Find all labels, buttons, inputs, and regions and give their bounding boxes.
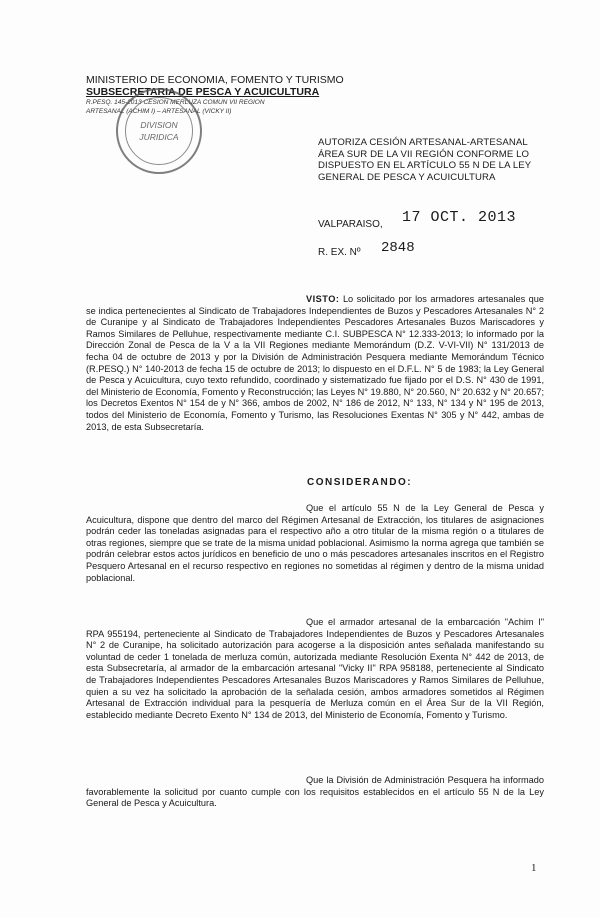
title-line-1: AUTORIZA CESIÓN ARTESANAL-ARTESANAL [318,137,528,148]
rex-label: R. EX. Nº [318,247,361,258]
stamp-inner-ring [125,97,193,165]
title-line-3: DISPUESTO EN EL ARTÍCULO 55 N DE LA LEY [318,160,532,171]
considerando-paragraph-1: Que el artículo 55 N de la Ley General de Pesca y Acuicultura, dispone que dentro del marco del Régimen Artesanal de Extracción, los titulares de asignaciones podrán ceder las toneladas asignadas para el respectivo año a otro titular de la misma región o a titulares de otras regiones, siempre que se trate de la misma unidad poblacional. Asimismo la norma agrega que también se podrán celebrar estos actos jurídicos en beneficio de uno o más pescadores artesanales inscritos en el Registro Pesquero Artesanal en el recurso respectivo en regiones no sometidas al régimen y dentro de la misma unidad poblacional. [86,503,544,583]
page-number: 1 [531,862,537,874]
resolution-title [318,137,546,183]
title-line-4: GENERAL DE PESCA Y ACUICULTURA [318,171,496,183]
title-line-2: ÁREA SUR DE LA VII REGIÓN CONFORME LO [318,148,530,160]
ministry-name: MINISTERIO DE ECONOMIA, FOMENTO Y TURISMO [86,74,344,86]
division-juridica-stamp [116,88,202,174]
considerando-heading: CONSIDERANDO: [307,477,413,488]
place-label: VALPARAISO, [318,219,383,230]
visto-lead: VISTO: [306,294,340,304]
visto-text: Lo solicitado por los armadores artesanales que se indica pertenecientes al Sindicato de Trabajadores Independientes de Buzos y Pescadores Artesanales N° 2 de Curanipe y al Sindicato de Trabajadores Independientes Pescadores Artesanales Buzos Mariscadores y Ramos Similares de Pelluhue, respectivamente mediante C.I. SUBPESCA N° 12.333-2013; lo informado por la Dirección Zonal de Pesca de la V a la VII Regiones mediante Memorándum (D.Z. V-VI-VII) N° 131/2013 de fecha 04 de octubre de 2013 y por la División de Administración Pesquera mediante Memorándum Técnico (R.PESQ.) N° 140-2013 de fecha 15 de octubre de 2013; lo dispuesto en el D.F.L. N° 5 de 1983; la Ley General de Pesca y Acuicultura, cuyo texto refundido, coordinado y sistematizado fue fijado por el D.S. N° 430 de 1991, del Ministerio de Economía, Fomento y Reconstrucción; las Leyes N° 19.880, N° 20.560, N° 20.632 y N° 20.657; los Decretos Exentos N° 154 de y N° 366, ambos de 2002, N° 186 de 2012, N° 133, N° 134 y N° 195 de 2013, todos del Ministerio de Economía, Fomento y Turismo, las Resoluciones Exentas N° 305 y N° 442, ambas de 2013, de esta Subsecretaría. [86,294,544,432]
file-reference-1: R.PESQ. 145-2013 CESION MERLUZA COMUN VII REGION [86,99,265,106]
file-reference-2: ARTESANAL (ACHIM I) – ARTESANAL (VICKY II) [86,108,232,115]
stamp-line-1: DIVISION [140,120,178,130]
considerando-paragraph-2: Que el armador artesanal de la embarcación "Achim I" RPA 955194, perteneciente al Sindicato de Trabajadores Independientes de Buzos y Pescadores Artesanales N° 2 de Curanipe, ha solicitado autorización para acogerse a la disposición antes señalada manifestando su voluntad de ceder 1 tonelada de merluza común, autorizada mediante Resolución Exenta N° 442 de 2013, de esta Subsecretaría, al armador de la embarcación artesanal "Vicky II" RPA 958188, perteneciente al Sindicato de Trabajadores Independientes Pescadores Artesanales Buzos Mariscadores y Ramos Similares de Pelluhue, quien a su vez ha solicitado la aprobación de la señalada cesión, ambos armadores sometidos al Régimen Artesanal de Extracción individual para la pesquería de Merluza común en el Área Sur de la VII Región, establecido mediante Decreto Exento N° 134 de 2013, del Ministerio de Economía, Fomento y Turismo. [86,617,544,720]
visto-paragraph [86,294,544,433]
subsecretaria-name: SUBSECRETARIA DE PESCA Y ACUICULTURA [86,86,320,98]
stamp-line-2: JURIDICA [139,132,179,142]
date-stamp: 17 OCT. 2013 [402,209,517,226]
considerando-paragraph-3: Que la División de Administración Pesquera ha informado favorablemente la solicitud por cuanto cumple con los requisitos establecidos en el artículo 55 N de la Ley General de Pesca y Acuicultura. [86,775,544,809]
rex-number: 2848 [381,240,415,256]
